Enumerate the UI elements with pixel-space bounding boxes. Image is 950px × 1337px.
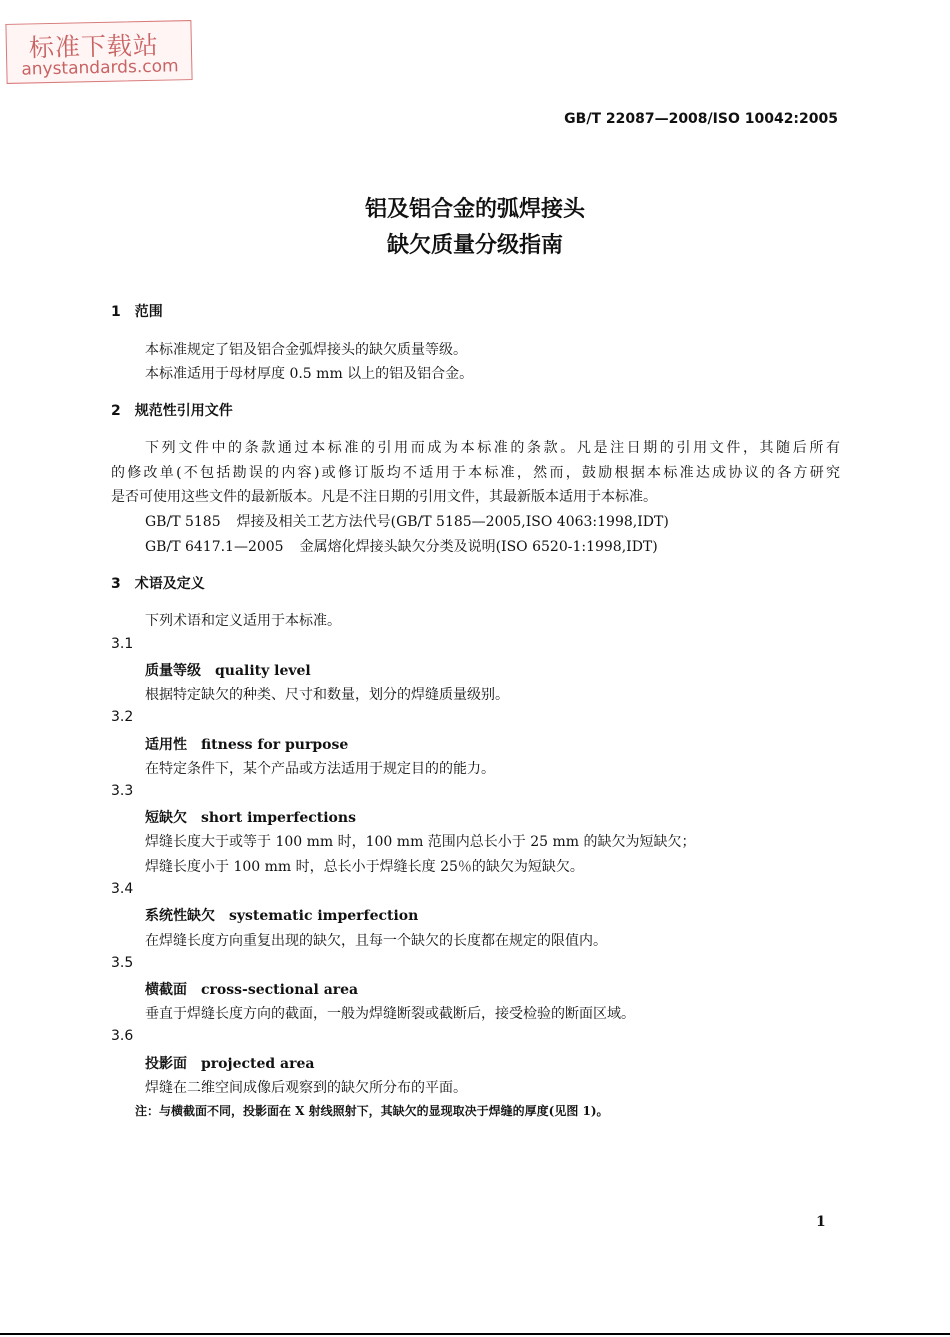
term-cn: 系统性缺欠: [145, 908, 215, 924]
section-1-heading: [111, 301, 163, 321]
term-definition: 焊缝在二维空间成像后观察到的缺欠所分布的平面。: [145, 1080, 467, 1096]
term-heading: [145, 905, 418, 925]
paragraph: 本标准规定了铝及铝合金弧焊接头的缺欠质量等级。: [145, 342, 467, 358]
term-number: 3.4: [111, 881, 134, 897]
term-en: cross-sectional area: [201, 982, 359, 998]
reference-text: 金属熔化焊接头缺欠分类及说明(ISO 6520-1:1998,IDT): [299, 539, 658, 555]
standard-number: GB/T 22087—2008/ISO 10042:2005: [564, 111, 838, 127]
note: 注：与横截面不同，投影面在 X 射线照射下，其缺欠的显现取决于焊缝的厚度(见图 1)。: [135, 1104, 609, 1118]
reference-code: GB/T 6417.1—2005: [145, 539, 284, 555]
section-number: 3: [111, 576, 121, 592]
term-definition: 垂直于焊缝长度方向的截面，一般为焊缝断裂或截断后，接受检验的断面区域。: [145, 1006, 635, 1022]
term-cn: 投影面: [145, 1056, 187, 1072]
term-cn: 适用性: [145, 737, 187, 753]
section-number: 2: [111, 403, 121, 419]
term-number: 3.5: [111, 955, 134, 971]
term-definition: 在焊缝长度方向重复出现的缺欠，且每一个缺欠的长度都在规定的限值内。: [145, 933, 607, 949]
term-en: fitness for purpose: [201, 737, 349, 753]
term-cn: 质量等级: [145, 663, 201, 679]
section-title: 规范性引用文件: [134, 403, 233, 419]
reference-item: [145, 536, 658, 556]
bottom-rule: [0, 1333, 950, 1335]
reference-text: 焊接及相关工艺方法代号(GB/T 5185—2005,ISO 4063:1998,IDT): [236, 514, 669, 530]
term-heading: [145, 807, 356, 827]
paragraph: 下列术语和定义适用于本标准。: [145, 613, 341, 629]
term-definition: 在特定条件下，某个产品或方法适用于规定目的的能力。: [145, 761, 495, 777]
reference-code: GB/T 5185: [145, 514, 221, 530]
term-heading: [145, 1053, 314, 1073]
paragraph-line: 是否可使用这些文件的最新版本。凡是不注日期的引用文件，其最新版本适用于本标准。: [111, 489, 657, 505]
section-2-heading: [111, 400, 233, 420]
term-en: quality level: [215, 663, 311, 679]
watermark-cn: 标准下载站: [28, 30, 160, 63]
section-3-heading: [111, 573, 205, 593]
term-en: projected area: [201, 1056, 315, 1072]
term-heading: [145, 979, 358, 999]
watermark-stamp: [5, 20, 192, 84]
reference-item: [145, 511, 669, 531]
paragraph-line: 下列文件中的条款通过本标准的引用而成为本标准的条款。凡是注日期的引用文件，其随后所有: [145, 440, 840, 456]
term-number: 3.6: [111, 1028, 134, 1044]
term-definition: 焊缝长度大于或等于 100 mm 时，100 mm 范围内总长小于 25 mm 的缺欠为短缺欠；: [145, 834, 696, 850]
paragraph: 本标准适用于母材厚度 0.5 mm 以上的铝及铝合金。: [145, 366, 474, 382]
term-heading: [145, 734, 348, 754]
term-number: 3.3: [111, 783, 134, 799]
doc-title-line2: 缺欠质量分级指南: [386, 233, 563, 258]
section-number: 1: [111, 304, 121, 320]
term-number: 3.1: [111, 636, 134, 652]
doc-title-line1: 铝及铝合金的弧焊接头: [364, 197, 585, 222]
term-en: systematic imperfection: [229, 908, 419, 924]
page-number: 1: [816, 1214, 826, 1230]
term-en: short imperfections: [201, 810, 356, 826]
term-definition: 焊缝长度小于 100 mm 时，总长小于焊缝长度 25％的缺欠为短缺欠。: [145, 859, 584, 875]
paragraph-line: 的修改单(不包括勘误的内容)或修订版均不适用于本标准，然而，鼓励根据本标准达成协议的各方研究: [111, 465, 840, 481]
term-cn: 横截面: [145, 982, 187, 998]
section-title: 范围: [134, 304, 163, 320]
term-definition: 根据特定缺欠的种类、尺寸和数量，划分的焊缝质量级别。: [145, 687, 509, 703]
term-number: 3.2: [111, 709, 134, 725]
watermark-en: anystandards.com: [21, 56, 179, 80]
term-cn: 短缺欠: [145, 810, 187, 826]
term-heading: [145, 660, 311, 680]
section-title: 术语及定义: [134, 576, 205, 592]
